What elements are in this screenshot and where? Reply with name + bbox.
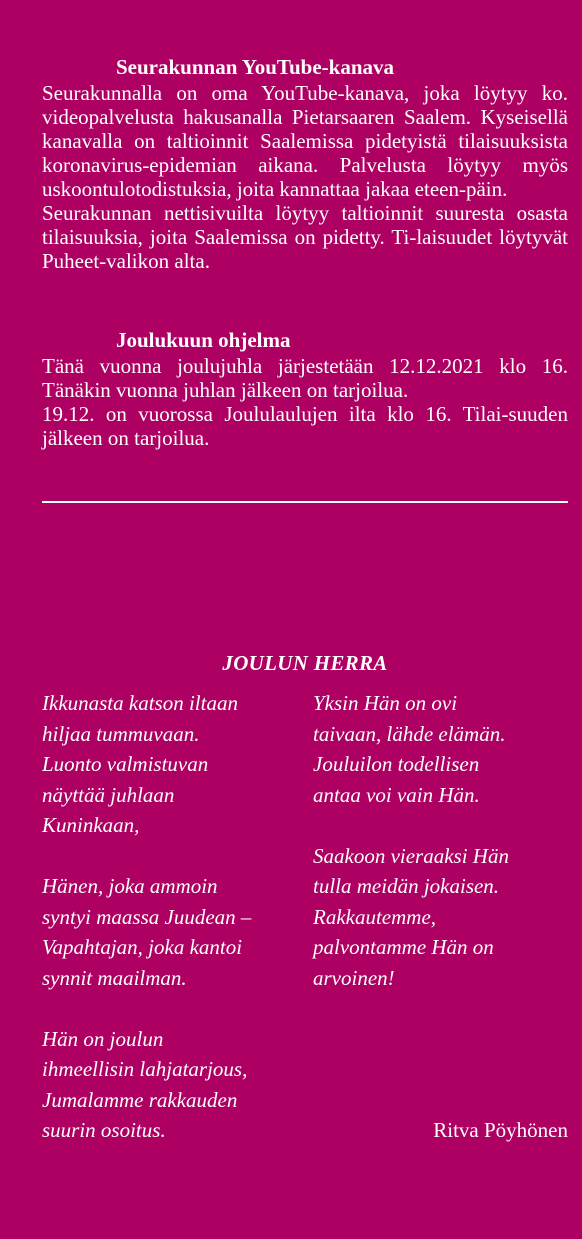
poem-line: antaa voi vain Hän.: [313, 782, 480, 807]
poem-stanza: [42, 871, 302, 993]
poem-line: Rakkautemme,: [313, 904, 437, 929]
poem-left-column: [42, 688, 302, 1146]
poem-line: palvontamme Hän on: [313, 935, 494, 959]
poem-right-column: [313, 688, 568, 993]
poem-line: arvoinen!: [313, 965, 395, 990]
poem-line: Luonto valmistuvan: [42, 752, 209, 776]
poem-line: tulla meidän jokaisen.: [313, 874, 500, 898]
youtube-paragraph-2: Seurakunnan nettisivuilta löytyy taltioinnit suuresta osasta tilaisuuksia, joita Saalemissa on pidetty. Ti-laisuudet löytyvät Puheet-valikon alta.: [42, 201, 568, 273]
poem-line: Kuninkaan,: [42, 813, 140, 837]
youtube-section: [42, 54, 568, 273]
poem-line: synnit maailman.: [42, 965, 187, 990]
christmas-program-heading: Joulukuun ohjelma: [116, 328, 291, 352]
poem-line: näyttää juhlaan: [42, 782, 175, 807]
poem-line: Hän on joulun: [42, 1026, 164, 1051]
poem-line: Hänen, joka ammoin: [42, 874, 218, 898]
youtube-heading: Seurakunnan YouTube-kanava: [116, 55, 394, 79]
christmas-program-section: [42, 327, 568, 450]
section-divider: [42, 501, 568, 503]
poem-line: suurin osoitus.: [42, 1118, 166, 1142]
poem-line: taivaan, lähde elämän.: [313, 721, 506, 746]
christmas-paragraph-2: 19.12. on vuorossa Joululaulujen ilta klo 16. Tilai-suuden jälkeen on tarjoilua.: [42, 402, 568, 450]
poem-line: syntyi maassa Juudean –: [42, 904, 252, 929]
poem-stanza: [42, 688, 302, 841]
poem-title: JOULUN HERRA: [222, 651, 388, 675]
poem-stanza: [313, 688, 568, 810]
page-content: [42, 54, 568, 1142]
poem-line: Jumalamme rakkauden: [42, 1087, 238, 1112]
poem-line: ihmeellisin lahjatarjous,: [42, 1057, 248, 1081]
poem-stanza: [42, 1024, 302, 1146]
poem-author: Ritva Pöyhönen: [433, 1118, 568, 1142]
christmas-paragraph-1: Tänä vuonna joulujuhla järjestetään 12.12.2021 klo 16. Tänäkin vuonna juhlan jälkeen on tarjoilua.: [42, 354, 568, 402]
poem-line: hiljaa tummuvaan.: [42, 721, 200, 746]
poem-line: Ikkunasta katson iltaan: [42, 691, 238, 715]
poem-line: Vapahtajan, joka kantoi: [42, 935, 243, 959]
poem-line: Saakoon vieraaksi Hän: [313, 843, 509, 868]
poem-line: Yksin Hän on ovi: [313, 691, 458, 715]
poem-line: Jouluilon todellisen: [313, 752, 480, 776]
youtube-paragraph-1: Seurakunnalla on oma YouTube-kanava, joka löytyy ko. videopalvelusta hakusanalla Pietarsaaren Saalem. Kyseisellä kanavalla on taltioinnit Saalemissa pidetyistä tilaisuuksista koronavirus-epidemian aikana. Palvelusta löytyy myös uskoontulotodistuksia, joita kannattaa jakaa eteen-päin.: [42, 81, 568, 201]
poem-stanza: [313, 841, 568, 994]
